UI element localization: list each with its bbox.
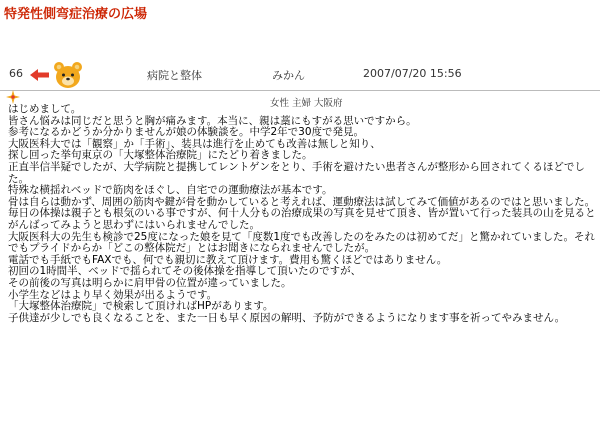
post-line: 「大塚整体治療院」で検索して頂ければHPがあります。: [8, 300, 274, 313]
bear-icon: [50, 60, 86, 90]
user-info: 女性 主婦 大阪府: [270, 98, 343, 109]
post-line: 電話でも手紙でもFAXでも、何でも親切に教えて頂けます。費用も驚くほどではありません。: [8, 253, 448, 266]
post-line: その前後の写真は明らかに肩甲骨の位置が違っていました。: [8, 276, 292, 289]
post-number: 66: [9, 67, 23, 80]
post-author: みかん: [272, 69, 305, 82]
post-date: 2007/07/20 15:56: [363, 67, 462, 80]
post-line: 初回の1時間半、ベッドで揺られてその後体操を指導して頂いたのですが、: [8, 265, 362, 278]
post-line: 特殊な横揺れベッドで筋肉をほぐし、自宅での運動療法が基本です。: [8, 184, 333, 197]
post-line: 骨は自らは動かず、周囲の筋肉や鍵が骨を動かしていると考えれば、運動療法は試してみて価値があるのではと思いました。: [8, 195, 596, 208]
post-line: 小学生などはより早く効果が出るようです。: [8, 288, 218, 301]
post-subject[interactable]: 病院と整体: [147, 69, 202, 82]
post-line: 探し回った挙句東京の「大塚整体治療院」にたどり着きました。: [8, 149, 313, 162]
header-divider: [0, 90, 600, 91]
post-line: 毎日の体操は親子とも根気のいる事ですが、何十人分もの治療成果の写真を見せて頂き、皆が置いて行った装具の山を見ると: [8, 207, 596, 220]
sparkle-icon: [6, 90, 20, 104]
post-header: [0, 60, 600, 88]
post-line: 正直半信半疑でしたが、大学病院と提携してレントゲンをとり、手術を避けたい患者さんが整形から回されてくるほどでした。: [8, 160, 585, 185]
post-line: がんばってみようと思わずにはいられませんでした。: [8, 218, 260, 231]
post-line: 大阪医科大の先生も検診で25度になった娘を見て「度数1度でも改善したのをみたのは初めてだ」と驚かれていました。それでもプライドからか「どこの整体院だ」とはお聞きになられませんでしたが。: [8, 230, 596, 255]
site-title: 特発性側弯症治療の広場: [4, 7, 148, 22]
post-body: [8, 104, 596, 324]
post-line: 参考になるかどうか分かりませんが娘の体験談を。中学2年で30度で発見。: [8, 126, 365, 139]
post-line: はじめまして。: [8, 103, 82, 115]
arrow-icon: [30, 69, 50, 81]
post-line: 子供達が少しでも良くなることを、また一日も早く原因の解明、予防ができるようになります事を祈ってやみません。: [8, 311, 566, 324]
post-line: 皆さん悩みは同じだと思うと胸が痛みます。本当に、親は藁にもすがる思いですから。: [8, 114, 417, 127]
post-line: 大阪医科大では「観察」か「手術」、装具は進行を止めても改善は無しと知り、: [8, 137, 381, 150]
